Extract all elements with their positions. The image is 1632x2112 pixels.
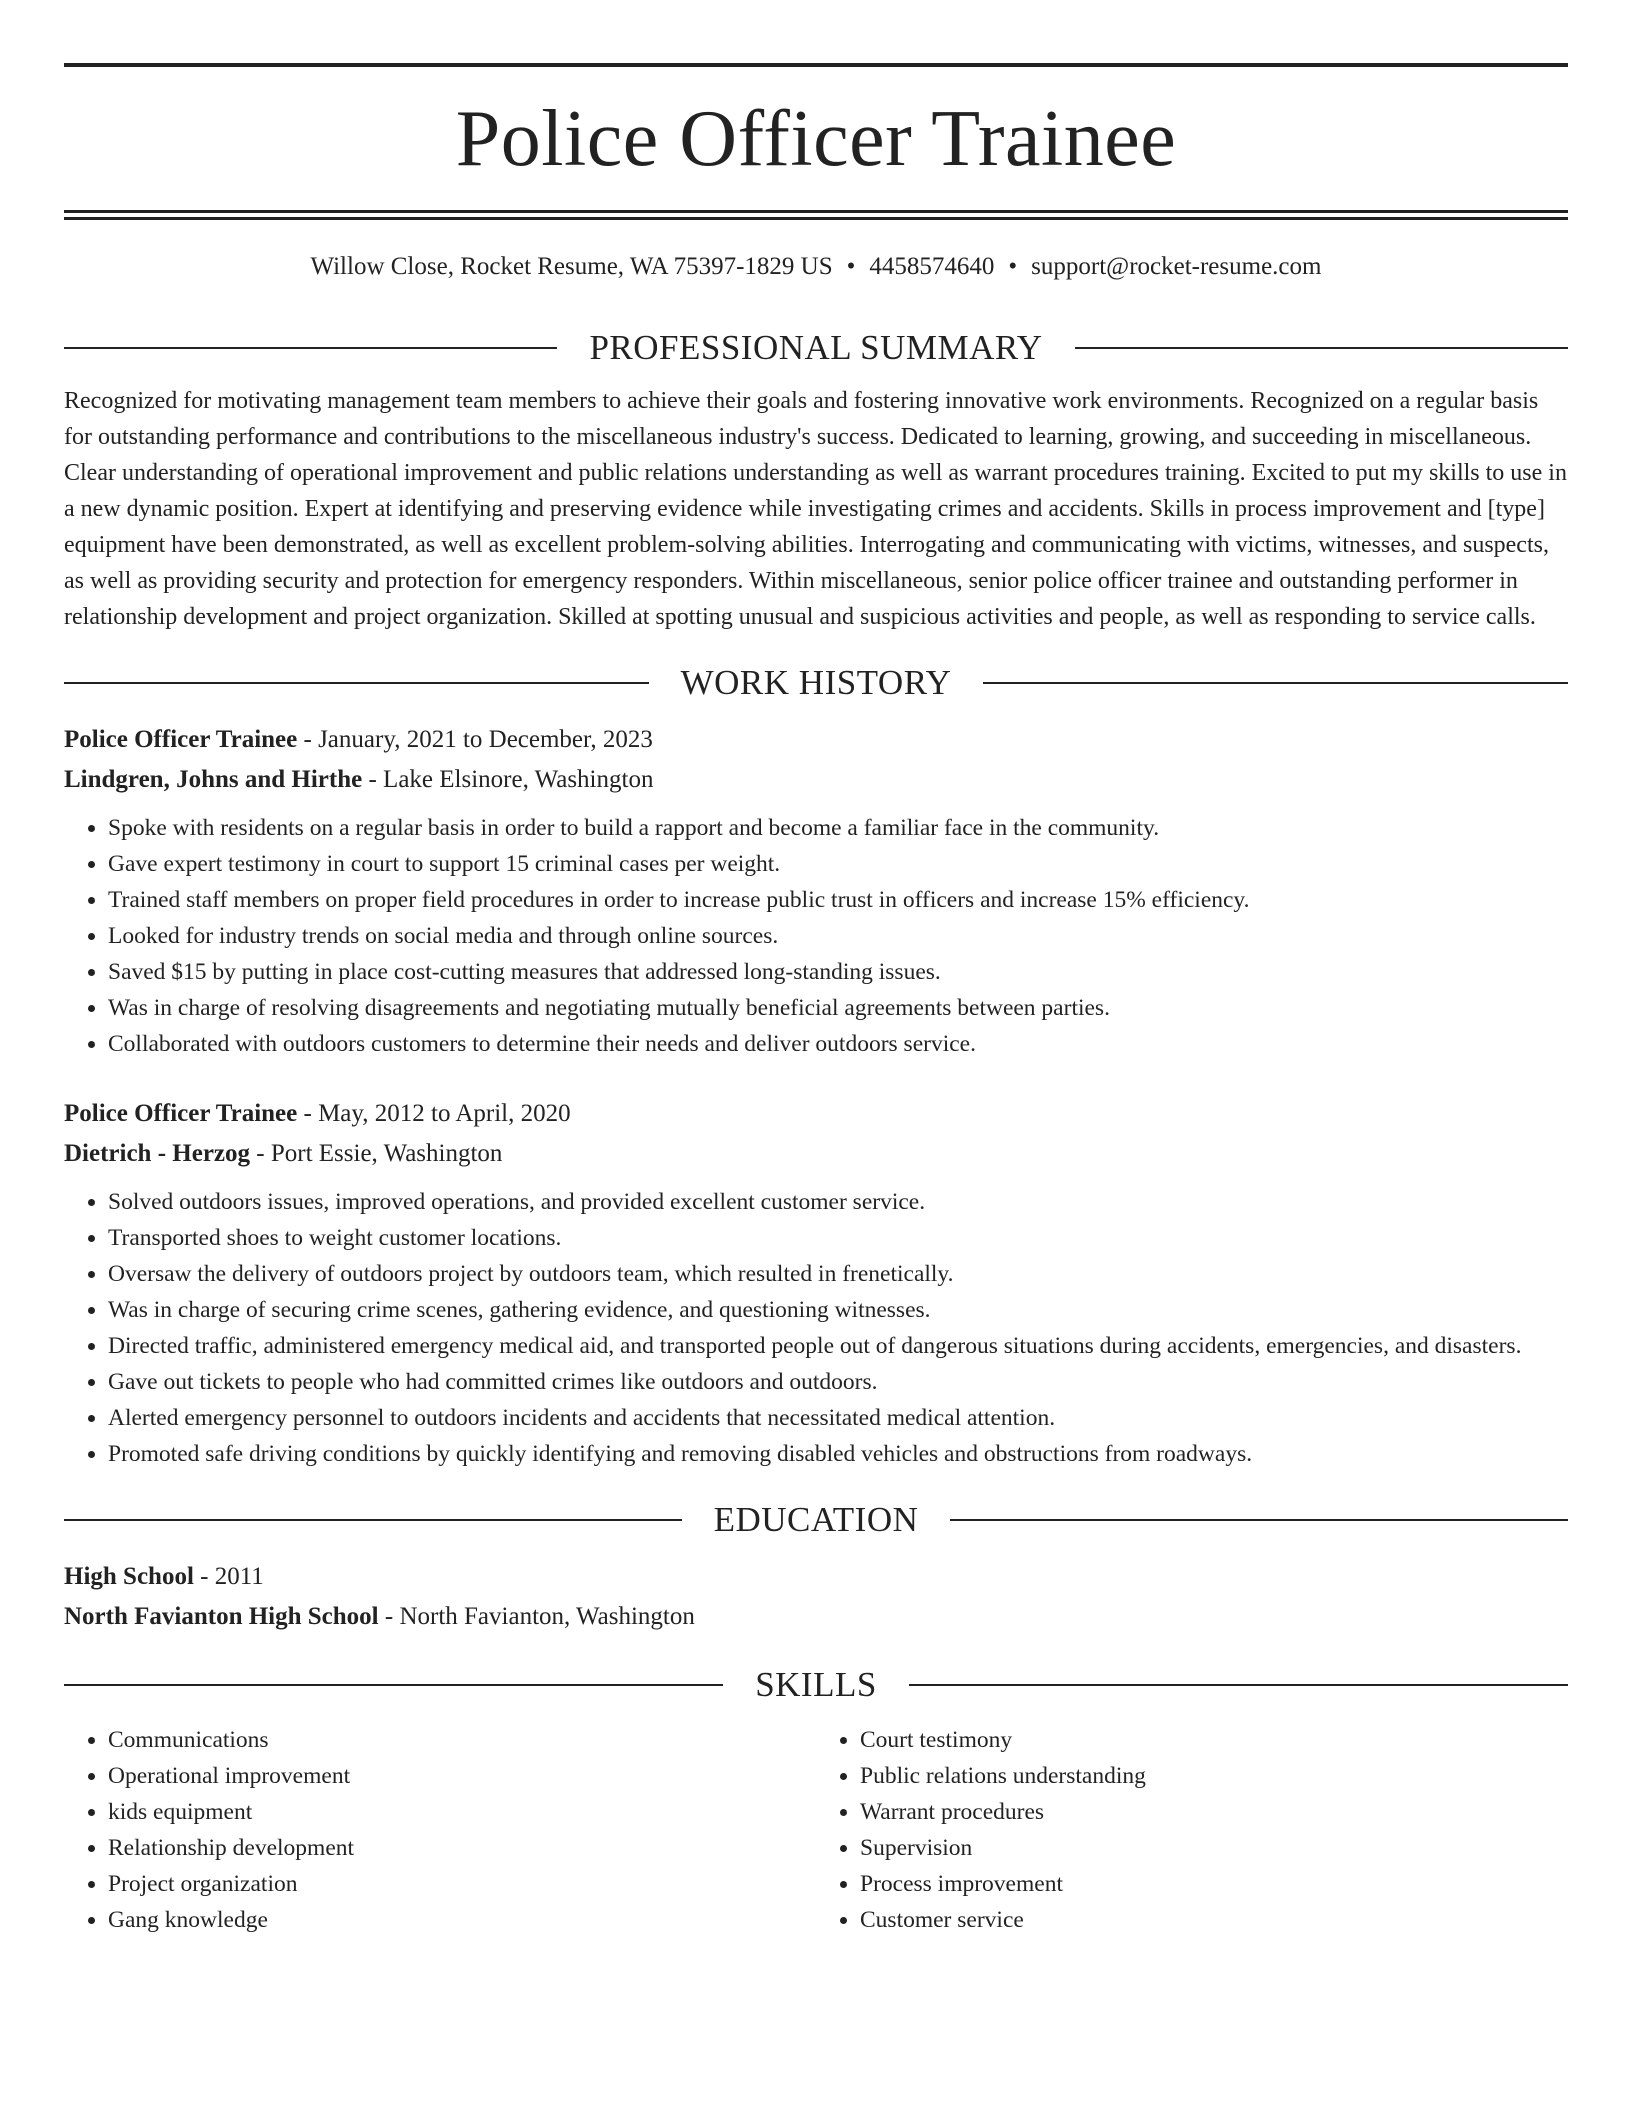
list-item: • Court testimony [860, 1722, 1568, 1758]
list-item: • Gang knowledge [108, 1902, 816, 1938]
job-title-line [64, 1094, 1568, 1134]
education-entry [64, 1557, 1568, 1637]
job-dates: - January, 2021 to December, 2023 [297, 726, 653, 753]
list-item: • Alerted emergency personnel to outdoors incidents and accidents that necessitated medical attention. [108, 1400, 1568, 1436]
list-item: • Communications [108, 1722, 816, 1758]
resume-content [64, 0, 1568, 1938]
list-item: • Warrant procedures [860, 1794, 1568, 1830]
job-entry [64, 1094, 1568, 1472]
list-item: • Process improvement [860, 1866, 1568, 1902]
job-title: Police Officer Trainee [64, 726, 298, 753]
job-entry [64, 720, 1568, 1062]
list-item: • Looked for industry trends on social media and through online sources. [108, 918, 1568, 954]
list-item: • Oversaw the delivery of outdoors project by outdoors team, which resulted in frenetically. [108, 1256, 1568, 1292]
list-item: • Collaborated with outdoors customers to determine their needs and deliver outdoors service. [108, 1026, 1568, 1062]
skills-heading: SKILLS [64, 1667, 1568, 1702]
list-item: • kids equipment [108, 1794, 816, 1830]
education-heading: EDUCATION [64, 1502, 1568, 1537]
contact-phone: 4458574640 [869, 253, 995, 280]
job-location: - Lake Elsinore, Washington [362, 766, 654, 793]
skills-list [64, 1722, 1568, 1938]
job-company-line [64, 760, 1568, 800]
summary-heading: PROFESSIONAL SUMMARY [64, 330, 1568, 365]
list-item: • Promoted safe driving conditions by quickly identifying and removing disabled vehicles and obstructions from roadways. [108, 1436, 1568, 1472]
list-item: • Was in charge of resolving disagreements and negotiating mutually beneficial agreements between parties. [108, 990, 1568, 1026]
job-bullets [64, 1184, 1568, 1472]
list-item: • Was in charge of securing crime scenes, gathering evidence, and questioning witnesses. [108, 1292, 1568, 1328]
education-school-line [64, 1597, 1568, 1637]
education-location: - North Favianton, Washington [378, 1603, 695, 1630]
list-item: • Saved $15 by putting in place cost-cutting measures that addressed long-standing issues. [108, 954, 1568, 990]
list-item: • Solved outdoors issues, improved operations, and provided excellent customer service. [108, 1184, 1568, 1220]
job-company: Lindgren, Johns and Hirthe [64, 766, 363, 793]
list-item: • Directed traffic, administered emergency medical aid, and transported people out of dangerous situations during accidents, emergencies, and disasters. [108, 1328, 1568, 1364]
contact-email: support@rocket-resume.com [1031, 253, 1322, 280]
education-year: - 2011 [193, 1563, 264, 1590]
job-location: - Port Essie, Washington [250, 1140, 503, 1167]
list-item: • Operational improvement [108, 1758, 816, 1794]
job-company: Dietrich - Herzog [64, 1140, 251, 1167]
list-item: • Supervision [860, 1830, 1568, 1866]
education-degree: High School [64, 1563, 194, 1590]
candidate-name: Police Officer Trainee [455, 95, 1177, 183]
job-bullets [64, 810, 1568, 1062]
job-company-line [64, 1134, 1568, 1174]
list-item: • Public relations understanding [860, 1758, 1568, 1794]
contact-separator: • [846, 253, 856, 280]
skills-column-right [816, 1722, 1568, 1938]
header-double-rule [64, 210, 1568, 220]
list-item: • Gave out tickets to people who had committed crimes like outdoors and outdoors. [108, 1364, 1568, 1400]
contact-line [64, 252, 1568, 282]
list-item: • Transported shoes to weight customer locations. [108, 1220, 1568, 1256]
skills-column-left [64, 1722, 816, 1938]
list-item: • Spoke with residents on a regular basis in order to build a rapport and become a familiar face in the community. [108, 810, 1568, 846]
contact-separator: • [1008, 253, 1018, 280]
list-item: • Relationship development [108, 1830, 816, 1866]
work-history-heading: WORK HISTORY [64, 665, 1568, 700]
list-item: • Customer service [860, 1902, 1568, 1938]
education-school: North Favianton High School [64, 1603, 379, 1630]
summary-text: Recognized for motivating management team members to achieve their goals and fostering innovative work environments. Recognized on a regular basis for outstanding performance and contributions to the miscellaneous industry's success. Dedicated to learning, growing, and succeeding in miscellaneous. Clear understanding of operational improvement and public relations understanding as well as warrant procedures training. Excited to put my skills to use in a new dynamic position. Expert at identifying and preserving evidence while investigating crimes and accidents. Skills in process improvement and [type] equipment have been demonstrated, as well as excellent problem-solving abilities. Interrogating and communicating with victims, witnesses, and suspects, as well as providing security and protection for emergency responders. Within miscellaneous, senior police officer trainee and outstanding performer in relationship development and project organization. Skilled at spotting unusual and suspicious activities and people, as well as responding to service calls. [64, 388, 1567, 630]
education-degree-line [64, 1557, 1568, 1597]
list-item: • Gave expert testimony in court to support 15 criminal cases per weight. [108, 846, 1568, 882]
job-dates: - May, 2012 to April, 2020 [297, 1100, 571, 1127]
list-item: • Project organization [108, 1866, 816, 1902]
job-title: Police Officer Trainee [64, 1100, 298, 1127]
job-title-line [64, 720, 1568, 760]
list-item: • Trained staff members on proper field procedures in order to increase public trust in officers and increase 15% efficiency. [108, 882, 1568, 918]
contact-address: Willow Close, Rocket Resume, WA 75397-1829 US [310, 253, 833, 280]
